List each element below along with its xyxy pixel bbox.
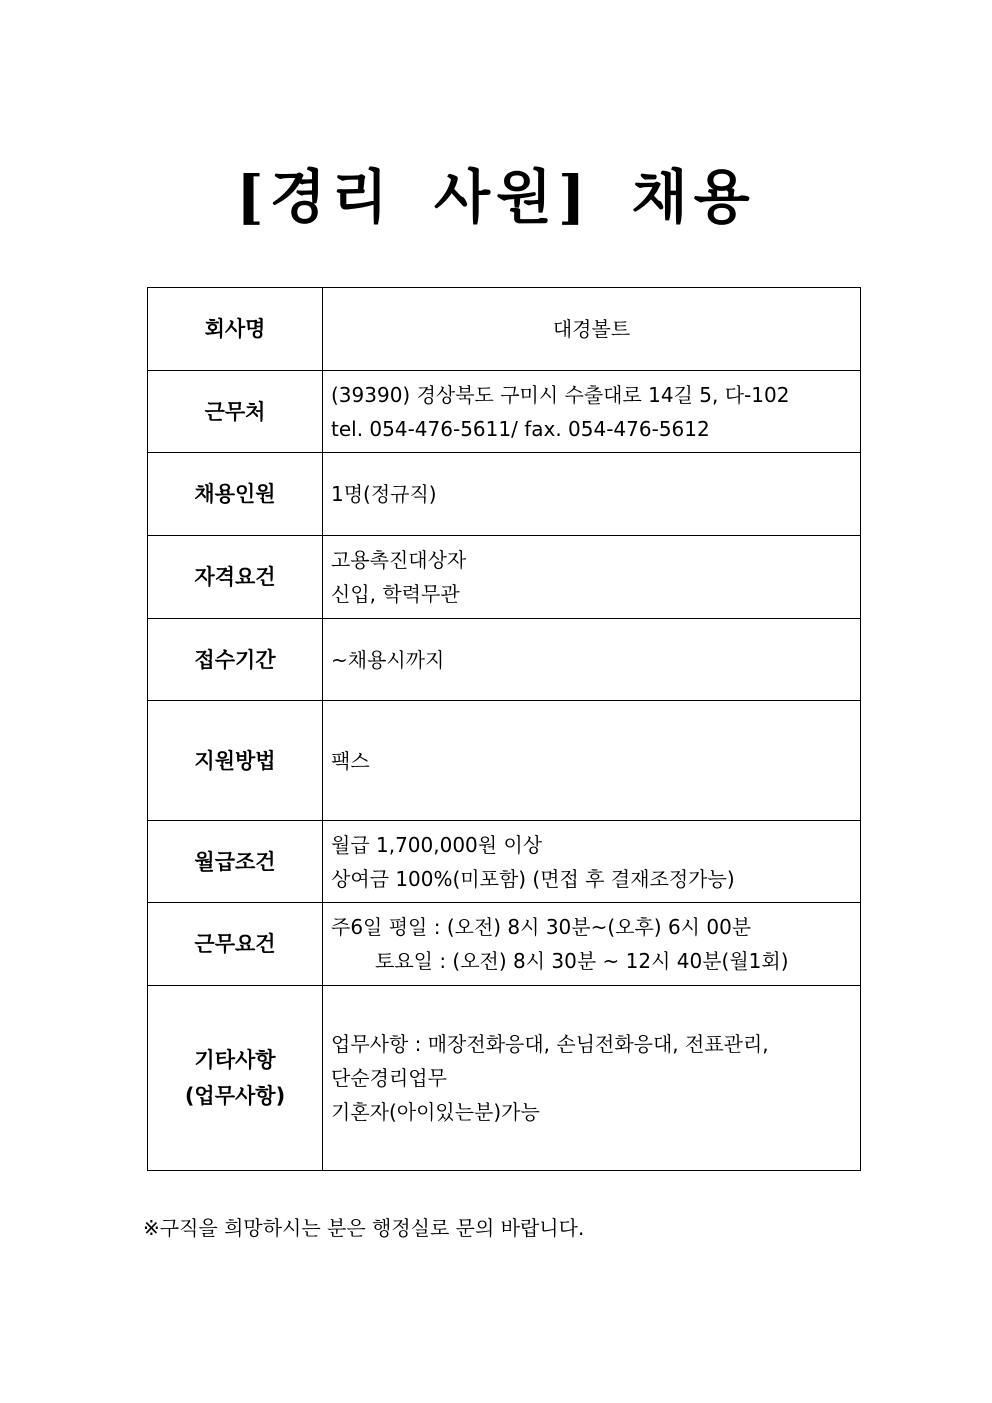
value-line: 단순경리업무: [331, 1066, 447, 1090]
row-value-company: [323, 288, 861, 371]
row-label-qualification: 자격요건: [148, 536, 323, 619]
row-label-company: 회사명: [148, 288, 323, 371]
label-line: (업무사항): [184, 1084, 286, 1108]
footer-note: ※구직을 희망하시는 분은 행정실로 문의 바랍니다.: [143, 1216, 585, 1240]
label-line: 기타사항: [194, 1048, 276, 1072]
row-value-working-conditions: [323, 903, 861, 986]
value-line: 고용촉진대상자: [331, 548, 467, 572]
table-row: [148, 903, 861, 986]
value-line: 토요일 : (오전) 8시 30분 ~ 12시 40분(월1회): [375, 949, 789, 973]
row-value-qualification: [323, 536, 861, 619]
table-row: [148, 701, 861, 821]
row-value-application-method: [323, 701, 861, 821]
table-row: [148, 453, 861, 536]
value-line: 1명(정규직): [331, 482, 437, 506]
value-line: 월급 1,700,000원 이상: [331, 832, 543, 857]
row-value-headcount: [323, 453, 861, 536]
row-label-headcount: 채용인원: [148, 453, 323, 536]
recruitment-info-table: [147, 287, 861, 1171]
value-line: 업무사항 : 매장전화응대, 손님전화응대, 전표관리,: [331, 1032, 769, 1056]
value-line: (39390) 경상북도 구미시 수출대로 14길 5, 다-102: [331, 382, 790, 407]
value-line: 기혼자(아이있는분)가능: [331, 1100, 540, 1124]
value-line: 신입, 학력무관: [331, 582, 460, 606]
row-value-workplace: [323, 371, 861, 453]
page-title: [경리 사원] 채용: [236, 163, 756, 231]
table-row: [148, 986, 861, 1171]
value-line: 상여금 100%(미포함) (면접 후 결재조정가능): [331, 866, 735, 891]
row-value-other: [323, 986, 861, 1171]
value-line: 대경볼트: [552, 317, 631, 341]
row-label-workplace: 근무처: [148, 371, 323, 453]
row-value-salary: [323, 821, 861, 903]
row-value-application-period: [323, 619, 861, 701]
row-label-working-conditions: 근무요건: [148, 903, 323, 986]
table-row: [148, 821, 861, 903]
table-row: [148, 371, 861, 453]
table-row: [148, 288, 861, 371]
row-label-application-period: 접수기간: [148, 619, 323, 701]
value-line: ~채용시까지: [331, 647, 445, 672]
value-line: tel. 054-476-5611/ fax. 054-476-5612: [331, 416, 710, 441]
row-label-application-method: 지원방법: [148, 701, 323, 821]
table-row: [148, 536, 861, 619]
value-line: 주6일 평일 : (오전) 8시 30분~(오후) 6시 00분: [331, 915, 752, 939]
value-line: 팩스: [331, 748, 370, 773]
row-label-other: [148, 986, 323, 1171]
row-label-salary: 월급조건: [148, 821, 323, 903]
table-row: [148, 619, 861, 701]
